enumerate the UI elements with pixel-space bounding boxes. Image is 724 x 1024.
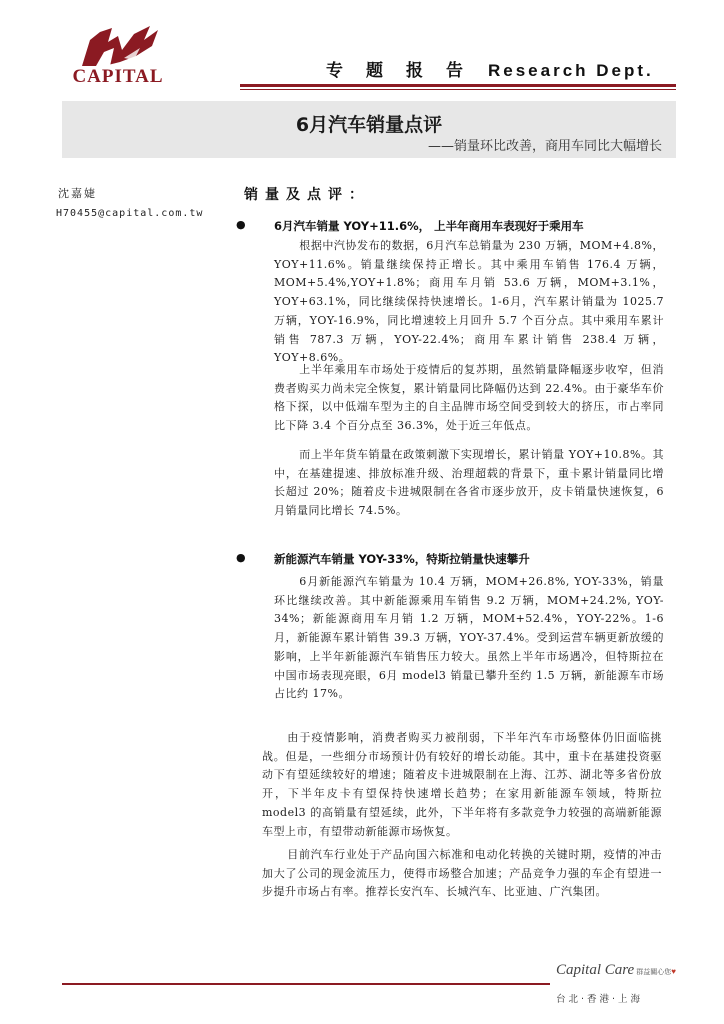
author-email: H70455@capital.com.tw [56, 208, 204, 219]
page-subtitle: ——销量环比改善，商用车同比大幅增长 [427, 139, 662, 154]
footer-brand-cn: 群益關心您 [636, 968, 672, 976]
footer-cities: 台北·香港·上海 [556, 994, 644, 1005]
header-divider [240, 84, 676, 87]
conclusion-paragraph: 由于疫情影响，消费者购买力被削弱，下半年汽车市场整体仍旧面临挑战。但是，一些细分市场预计仍有较好的增长动能。其中，重卡在基建投资驱动下有望延续较好的增速；随着皮卡进城限制在上海、江苏、湖北等多省份放开，下半年皮卡有望保持快速增长趋势；在家用新能源车领域，特斯拉 model3 的高销量有望延续，此外，下半年将有多款竞争力较强的高端新能源车型上市，有望带动新能源市场恢复。 [262, 731, 662, 838]
section-2-paragraph: 6月新能源汽车销量为 10.4 万辆，MOM+26.8%, YOY-33%，销量环比继续改善。其中新能源乘用车销售 9.2 万辆，MOM+24.2%, YOY-34%；新能源商用车月销 1.2 万辆，MOM+52.4%，YOY-22%。1-6月，新能源车累计销售 39.3 万辆，YOY-37.4%。受到运营车辆更新放缓的影响，上半年新能源汽车销售压力较大。虽然上半年市场遇冷，但特斯拉在中国市场表现亮眼，6月 model3 销量已攀升至约 1.5 万辆，新能源车市场占比约 17%。 [274, 575, 664, 701]
footer-brand [556, 962, 676, 979]
footer-brand-name: Capital Care [556, 962, 635, 978]
section-1-paragraph: 上半年乘用车市场处于疫情后的复苏期，虽然销量降幅逐步收窄，但消费者购买力尚未完全恢复，累计销量同比降幅仍达到 22.4%。由于豪华车价格下探，以中低端车型为主的自主品牌市场空间受到较大的挤压，市占率同比下降 3.4 个百分点至 36.3%，处于近三年低点。 [274, 363, 664, 433]
section-2-title: 新能源汽车销量 YOY-33%，特斯拉销量快速攀升 [274, 552, 530, 566]
section-1-title: 6月汽车销量 YOY+11.6%， 上半年商用车表现好于乘用车 [274, 219, 584, 233]
footer-divider [62, 983, 550, 985]
conclusion-paragraph: 目前汽车行业处于产品向国六标准和电动化转换的关键时期，疫情的冲击加大了公司的现金流压力，使得市场整合加速；产品竞争力强的车企有望进一步提升市场占有率。推荐长安汽车、长城汽车、比亚迪、广汽集团。 [262, 848, 662, 899]
section-1-paragraph: 而上半年货车销量在政策刺激下实现增长，累计销量 YOY+10.8%。其中，在基建提速、排放标准升级、治理超载的背景下，重卡累计销量同比增长超过 20%；随着皮卡进城限制在各省市逐步放开，皮卡销量快速恢复，6月销量同比增长 74.5%。 [274, 448, 664, 518]
eagle-logo-icon [60, 22, 178, 68]
page-title: 6月汽车销量点评 [295, 114, 443, 136]
research-dept: Research Dept. [488, 61, 654, 80]
bullet-icon: ● [236, 218, 246, 231]
report-type: 专题报告 [326, 61, 486, 80]
heart-icon: ♥ [671, 967, 676, 976]
header-title [326, 56, 654, 81]
section-heading: 销量及点评： [244, 187, 370, 203]
section-1-paragraph: 根据中汽协发布的数据，6月汽车总销量为 230 万辆，MOM+4.8%，YOY+11.6%。销量继续保持正增长。其中乘用车销售 176.4 万辆，MOM+5.4%,YOY+1.8%；商用车月销 53.6 万辆，MOM+3.1%，YOY+63.1%，同比继续保持快速增长。1-6月，汽车累计销量为 1025.7 万辆，YOY-16.9%，同比增速较上月回升 5.7 个百分点。其中乘用车累计销售 787.3 万辆，YOY-22.4%；商用车累计销售 238.4 万辆，YOY+8.6%。 [274, 239, 664, 365]
bullet-icon: ● [236, 551, 246, 564]
author-name: 沈嘉婕 [58, 187, 97, 200]
header-divider-thin [240, 89, 676, 90]
logo-wordmark: CAPITAL [72, 66, 164, 87]
